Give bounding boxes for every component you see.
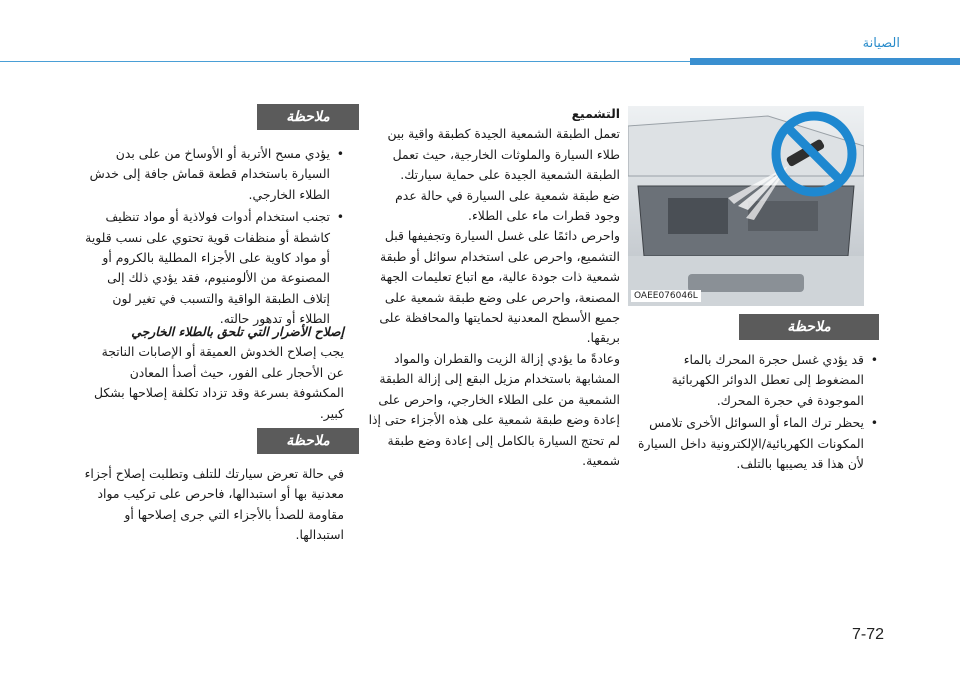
paint-repair-heading: إصلاح الأضرار التي تلحق بالطلاء الخارجي	[131, 324, 344, 339]
waxing-heading: التشميع	[571, 106, 620, 121]
note-box-right: ملاحظة	[739, 314, 879, 340]
paragraph: واحرص دائمًا على غسل السيارة وتجفيفها قبل التشميع، واحرص على استخدام سوائل أو طبقة شمعية ذات جودة عالية، مع اتباع تعليمات الجهة المصنعة، واحرص على وضع طبقة شمعية على جميع الأسطح المعدنية لحمايتها والمحافظة على بريقها.	[379, 228, 620, 346]
list-item: • يؤدي مسح الأتربة أو الأوساخ من على بدن السيارة باستخدام قطعة قماش جافة إلى خدش الطلاء الخارجي.	[82, 144, 344, 205]
paragraph: ضع طبقة شمعية على السيارة في حالة عدم وجود قطرات ماء على الطلاء.	[395, 187, 620, 224]
note-box-left-1: ملاحظة	[257, 104, 359, 130]
engine-bay-photo	[628, 106, 864, 306]
note-box-left-2: ملاحظة	[257, 428, 359, 454]
header-rule-thin	[0, 61, 690, 62]
note-2-text	[82, 464, 344, 546]
photo-code-label: OAEE076046L	[631, 290, 701, 302]
paragraph: وعادةً ما يؤدي إزالة الزيت والقطران والمواد المشابهة باستخدام مزيل البقع إلى إزالة الطبقة الشمعية من على الطلاء الخارجي، واحرص على إعادة وضع طبقة شمعية على هذه الأجزاء حتى إذا لم تحتج السيارة بالكامل إلى إعادة وضع طبقة شمعية.	[368, 350, 620, 468]
paragraph: يجب إصلاح الخدوش العميقة أو الإصابات الناتجة عن الأحجار على الفور، حيث أصدأ المعادن المكشوفة بسرعة وقد تزداد تكلفة إصلاحها بشكل كبير.	[94, 344, 344, 421]
list-item: • تجنب استخدام أدوات فولاذية أو مواد تنظيف كاشطة أو منظفات قوية تحتوي على نسب قلوية أو مواد كاوية على الأجزاء المطلية بالكروم أو المصنوعة من الألومنيوم، فقد يؤدي ذلك إلى إتلاف الطبقة الواقية والتسبب في تغير لون الطلاء أو تدهور حالته.	[82, 207, 344, 329]
list-item: • قد يؤدي غسل حجرة المحرك بالماء المضغوط إلى تعطل الدوائر الكهربائية الموجودة في حجرة المحرك.	[634, 350, 878, 411]
paragraph: تعمل الطبقة الشمعية الجيدة كطبقة واقية بين طلاء السيارة والملوثات الخارجية، حيث تعمل الطبقة الشمعية الجيدة على حماية سيارتك.	[387, 126, 620, 183]
paragraph: في حالة تعرض سيارتك للتلف وتطلبت إصلاح أجزاء معدنية بها أو استبدالها، فاحرص على تركيب مواد مقاومة للصدأ بالأجزاء التي جرى إصلاحها أو استبدالها.	[84, 466, 344, 543]
no-washing-engine-illustration	[628, 106, 864, 306]
header-rule	[0, 58, 960, 66]
header-rule-thick	[690, 58, 960, 65]
middle-column	[366, 104, 620, 471]
paint-repair-section	[82, 322, 344, 424]
left-bullet-list	[82, 144, 344, 332]
list-item: • يحظر ترك الماء أو السوائل الأخرى تلامس المكونات الكهربائية/الإلكترونية داخل السيارة لأن هذا قد يصيبها بالتلف.	[634, 413, 878, 474]
page-number: 7-72	[852, 626, 885, 643]
right-bullet-list	[634, 350, 878, 476]
section-title: الصيانة	[862, 36, 900, 51]
